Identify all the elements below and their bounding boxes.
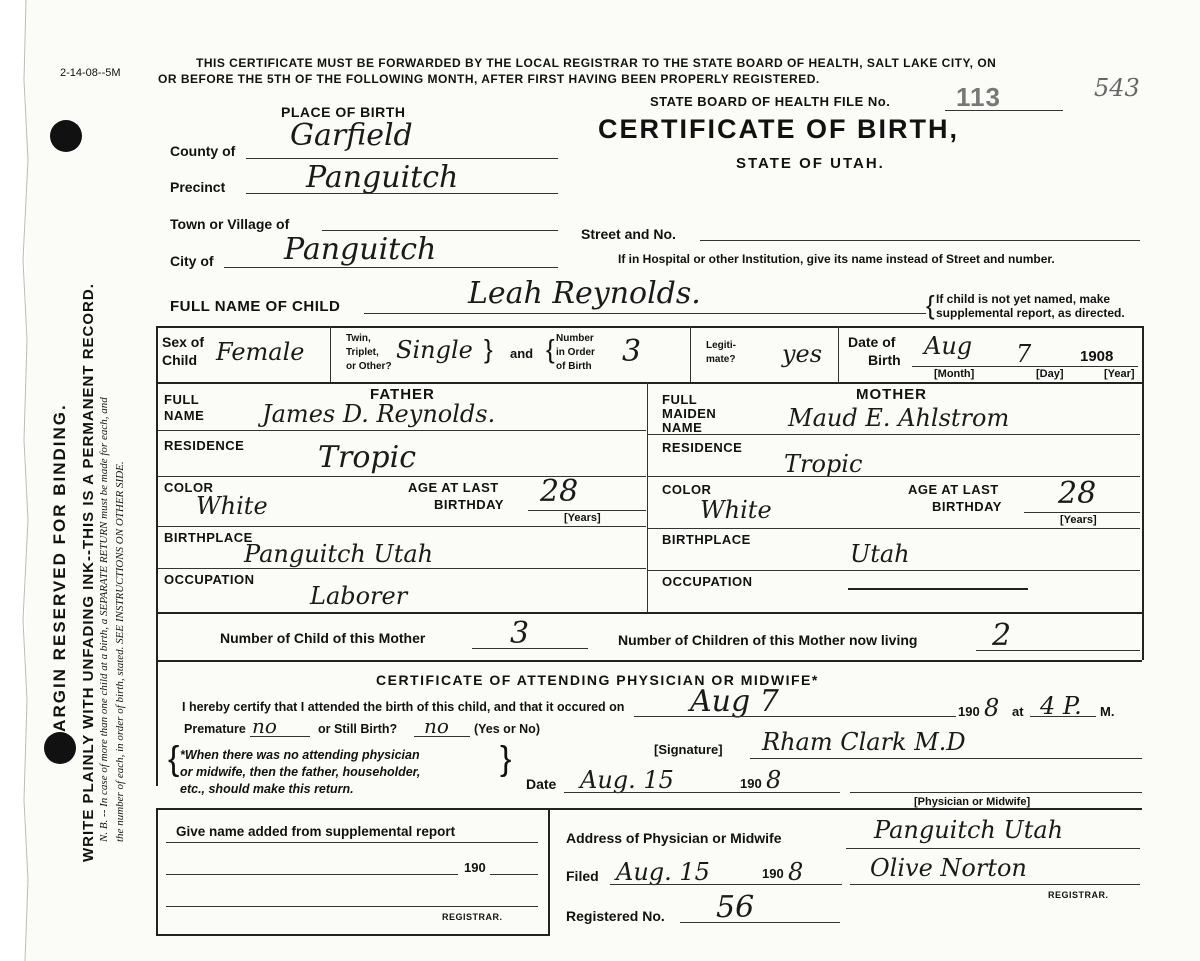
twin-label-3: or Other?	[346, 361, 392, 372]
dob-month: Aug	[924, 332, 973, 360]
precinct-value: Panguitch	[306, 160, 459, 195]
child-number-label: Number of Child of this Mother	[220, 630, 426, 646]
registrar-signature: Olive Norton	[870, 854, 1027, 882]
corner-number: 543	[1094, 74, 1140, 102]
father-color-label: COLOR	[164, 480, 214, 495]
father-birthplace-label: BIRTHPLACE	[164, 530, 253, 545]
margin-binding-text: MARGIN RESERVED FOR BINDING.	[50, 403, 69, 748]
mother-heading: MOTHER	[856, 386, 927, 403]
certificate-subtitle: STATE OF UTAH.	[736, 155, 885, 172]
margin-ink-text: WRITE PLAINLY WITH UNFADING INK--THIS IS A PERMANENT RECORD.	[80, 283, 97, 862]
still-birth-label: or Still Birth?	[318, 722, 398, 736]
sign-year: 8	[766, 766, 782, 794]
twin-label-1: Twin,	[346, 333, 371, 344]
binding-hole	[50, 120, 82, 152]
filed-date: Aug. 15	[616, 858, 710, 886]
father-color: White	[196, 492, 268, 520]
sex-value: Female	[216, 338, 305, 366]
and-label: and	[510, 346, 534, 361]
father-heading: FATHER	[370, 386, 435, 403]
registrar-label: REGISTRAR.	[1048, 890, 1109, 900]
physician-address: Panguitch Utah	[874, 816, 1064, 844]
mother-residence-label: RESIDENCE	[662, 440, 743, 455]
dob-day: 7	[1016, 340, 1032, 368]
premature-value: no	[252, 714, 277, 738]
sex-label-1: Sex of	[162, 334, 205, 350]
filed-year-prefix: 190	[762, 866, 784, 881]
day-label: [Day]	[1036, 368, 1064, 380]
mother-name: Maud E. Ahlstrom	[788, 404, 1010, 432]
twin-label-2: Triplet,	[346, 347, 379, 358]
mother-age-label-2: BIRTHDAY	[932, 499, 1002, 514]
registered-no-label: Registered No.	[566, 908, 665, 924]
header-line-1: THIS CERTIFICATE MUST BE FORWARDED BY THE LOCAL REGISTRAR TO THE STATE BOARD OF HEALTH, SALT LAKE CITY, ON	[196, 56, 997, 70]
legit-label-2: mate?	[706, 354, 736, 365]
mother-residence: Tropic	[784, 450, 863, 478]
father-occupation: Laborer	[310, 582, 408, 610]
mother-birthplace-label: BIRTHPLACE	[662, 532, 751, 547]
yes-no-label: (Yes or No)	[474, 722, 540, 736]
legit-value: yes	[782, 340, 823, 368]
note-line-2: or midwife, then the father, householder,	[180, 765, 421, 779]
father-age-label-1: AGE AT LAST	[408, 480, 499, 495]
order-label-1: Number	[556, 333, 594, 344]
margin-nb-text-1: N. B. -- In case of more than one child at a birth, a SEPARATE RETURN must be made for each, and	[98, 397, 110, 842]
street-label: Street and No.	[581, 226, 676, 242]
twin-value: Single	[396, 336, 473, 364]
supplemental-registrar-label: REGISTRAR.	[442, 912, 503, 922]
dob-label-2: Birth	[868, 352, 901, 368]
signature-label: [Signature]	[654, 742, 723, 757]
still-birth-value: no	[424, 714, 449, 738]
father-name: James D. Reynolds.	[262, 400, 496, 428]
attending-time: 4 P.	[1040, 692, 1082, 720]
file-no-label: STATE BOARD OF HEALTH FILE No.	[650, 94, 891, 109]
note-line-3: etc., should make this return.	[180, 782, 354, 796]
file-no: 113	[956, 82, 1001, 112]
hospital-note: If in Hospital or other Institution, give its name instead of Street and number.	[618, 252, 1055, 266]
father-age: 28	[540, 474, 579, 509]
child-name-label: FULL NAME OF CHILD	[170, 298, 341, 315]
place-heading: PLACE OF BIRTH	[281, 104, 406, 120]
father-birthplace: Panguitch Utah	[244, 540, 434, 568]
sex-label-2: Child	[162, 352, 197, 368]
county-value: Garfield	[290, 118, 413, 153]
city-value: Panguitch	[284, 232, 437, 267]
filed-label: Filed	[566, 868, 599, 884]
at-label: at	[1012, 704, 1024, 719]
town-label: Town or Village of	[170, 216, 290, 232]
father-residence: Tropic	[318, 440, 417, 475]
sign-date-label: Date	[526, 776, 557, 792]
attending-year-prefix: 190	[958, 704, 980, 719]
mother-full-label: FULL	[662, 392, 698, 407]
address-label: Address of Physician or Midwife	[566, 830, 782, 846]
precinct-label: Precinct	[170, 179, 226, 195]
order-label-3: of Birth	[556, 361, 592, 372]
child-name-note-1: If child is not yet named, make	[936, 292, 1111, 306]
m-label: M.	[1100, 704, 1115, 719]
mother-age-label-1: AGE AT LAST	[908, 482, 999, 497]
registered-no: 56	[716, 890, 755, 925]
order-value: 3	[622, 334, 642, 369]
attending-date: Aug 7	[690, 684, 779, 719]
note-line-1: *When there was no attending physician	[180, 748, 420, 762]
city-label: City of	[170, 253, 214, 269]
mother-maiden-label: MAIDEN	[662, 406, 717, 421]
supplemental-label: Give name added from supplemental report	[176, 824, 456, 839]
attending-heading: CERTIFICATE OF ATTENDING PHYSICIAN OR MIDWIFE*	[376, 672, 819, 688]
child-number: 3	[510, 616, 530, 651]
living-label: Number of Children of this Mother now living	[618, 632, 918, 648]
father-residence-label: RESIDENCE	[164, 438, 245, 453]
physician-or-midwife-label: [Physician or Midwife]	[914, 796, 1031, 808]
county-label: County of	[170, 143, 236, 159]
year-label: [Year]	[1104, 368, 1135, 380]
mother-color-label: COLOR	[662, 482, 712, 497]
dob-year: 1908	[1080, 348, 1114, 365]
dob-label-1: Date of	[848, 334, 896, 350]
father-full-label: FULL	[164, 392, 200, 407]
father-years-label: [Years]	[564, 512, 601, 524]
child-name-value: Leah Reynolds.	[468, 276, 701, 311]
margin-nb-text-2: the number of each, in order of birth, stated. SEE INSTRUCTIONS ON OTHER SIDE.	[114, 461, 126, 842]
child-name-note-2: supplemental report, as directed.	[936, 306, 1125, 320]
form-code: 2-14-08--5M	[60, 67, 121, 79]
supplemental-year-prefix: 190	[464, 860, 486, 875]
sign-date: Aug. 15	[580, 766, 674, 794]
order-label-2: in Order	[556, 347, 595, 358]
certify-text: I hereby certify that I attended the birth of this child, and that it occured on	[182, 700, 625, 714]
sign-year-prefix: 190	[740, 776, 762, 791]
premature-label: Premature	[184, 722, 246, 736]
mother-years-label: [Years]	[1060, 514, 1097, 526]
certificate-title: CERTIFICATE OF BIRTH,	[598, 114, 959, 144]
physician-signature: Rham Clark M.D	[762, 728, 966, 756]
mother-age: 28	[1058, 476, 1097, 511]
living-number: 2	[992, 618, 1012, 653]
father-occupation-label: OCCUPATION	[164, 572, 255, 587]
mother-color: White	[700, 496, 772, 524]
legit-label-1: Legiti-	[706, 340, 736, 351]
edge-nicks	[22, 0, 36, 961]
father-name-label: NAME	[164, 408, 205, 423]
mother-birthplace: Utah	[850, 540, 910, 568]
header-line-2: OR BEFORE THE 5TH OF THE FOLLOWING MONTH, AFTER FIRST HAVING BEEN PROPERLY REGISTERED.	[158, 72, 820, 86]
attending-year: 8	[984, 694, 1000, 722]
mother-occupation-label: OCCUPATION	[662, 574, 753, 589]
month-label: [Month]	[934, 368, 975, 380]
filed-year: 8	[788, 858, 804, 886]
mother-name-label: NAME	[662, 420, 703, 435]
father-age-label-2: BIRTHDAY	[434, 497, 504, 512]
